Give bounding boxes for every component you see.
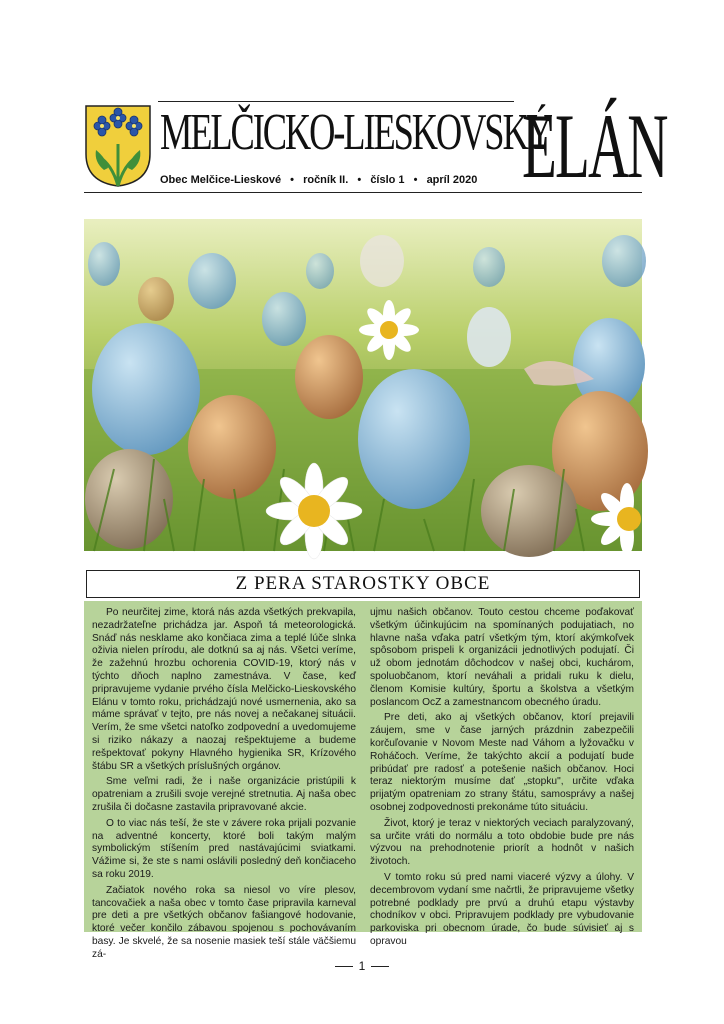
dash-left	[335, 966, 353, 967]
issue-line	[160, 173, 477, 187]
separator: •	[413, 174, 418, 186]
coat-of-arms-flowers-icon	[84, 104, 152, 188]
article-paragraph: Život, ktorý je teraz v niektorých veciach paralyzovaný, sa určite vráti do normálu a toto obdobie bude pre nás výzvou na prehodnotenie priorít a hodnôt v našich životoch.	[370, 817, 634, 868]
dash-right	[371, 966, 389, 967]
article-paragraph: O to viac nás teší, že ste v závere roka prijali pozvanie na adventné koncerty, ktoré boli takým malým symbolickým stíšením pred nastávajúcimi sviatkami. Vážime si, že ste s nami oslávili posledný deň končiaceho sa roku 2019.	[92, 817, 356, 880]
separator: •	[357, 174, 362, 186]
separator: •	[290, 174, 294, 186]
article-paragraph: Pre deti, ako aj všetkých občanov, ktorí prejavili záujem, sme v čase jarných prázdnin zabezpečili korčuľovanie v Novom Meste nad Váhom a lyžovačku v Roháčoch. Veríme, že takýchto akcií a podujatí bude pribúdať pre radosť a potešenie našich občanov. Hoci teraz niektorým musíme dať „stopku", určite vďaka prijatým opatreniam zo strany štátu, samosprávy a našej osobnej zodpovednosti prekonáme túto situáciu.	[370, 712, 634, 813]
article-body	[84, 601, 642, 960]
municipality-name: Obec Melčice-Lieskové	[160, 174, 282, 186]
article-paragraph: ujmu našich občanov. Touto cestou chceme poďakovať všetkým účinkujúcim na spomínaných podujatiach, no hlavne naša vďaka patrí všetkým tým, ktorí akýmkoľvek spôsobom prispeli k organizácii jednotlivých podujatí. Či už obom jednotám dôchodcov v našej obci, kuchárom, spoluobčanom, ktorí neváhali a pridali ruku k dielu, členom Komisie kultúry, športu a školstva a všetkým poslancom OcZ a zamestnancom obecného úradu.	[370, 607, 634, 708]
issue-date: apríl 2020	[426, 174, 478, 186]
article-paragraph: Sme veľmi radi, že i naše organizácie pristúpili k opatreniam a zrušili svoje verejné stretnutia. Aj naša obec zrušila či dočasne zastavila pripravované akcie.	[92, 776, 356, 813]
article-paragraph: V tomto roku sú pred nami viaceré výzvy a úlohy. V decembrovom vydaní sme načrtli, že pripravujeme všetky potrebné podklady pre prvú a druhú etapu výstavby chodníkov v obci. Pripravujem podklady pre vybudovanie parkoviska pri obecnom úrade, čo bude súvisieť aj s opravou	[370, 871, 634, 947]
article-paragraph: Začiatok nového roka sa niesol vo víre plesov, tancovačiek a naša obec v tomto čase pripravila karneval pre deti a pre všetkých občanov fašiangové hodovanie, ktoré večer končilo zábavou spojenou s pochovávaním basy. Je skvelé, že sa nosenie masiek teší stále väčšiemu zá-	[92, 884, 356, 960]
article-column-right	[370, 607, 634, 947]
masthead-title: MELČICKO-LIESKOVSKÝ	[160, 104, 551, 161]
section-title: Z PERA STAROSTKY OBCE	[235, 573, 491, 594]
article-column-left	[92, 607, 356, 960]
section-title-box	[86, 570, 640, 598]
issue-number: číslo 1	[370, 174, 405, 186]
easter-eggs-photo	[84, 219, 642, 551]
article-paragraph: Po neurčitej zime, ktorá nás azda všetkých prekvapila, nezadržateľne prichádza jar. Aspoň tá meteorologická. Snáď nás nesklame ako končiaca zima a teplé lúče slnka oživia nielen prírodu, ale dotknú sa aj nás. Všetci veríme, že zažehnú hrozbu ochorenia COVID-19, ktorý nás v týchto dňoch naplno zamestnáva. V čase, keď pripravujeme vydanie prvého čísla Melčicko-Lieskovského Elánu v tomto roku, prichádzajú nové usmernenia, ako sa máme správať v tejto, pre nás novej a nečakanej situácii. Verím, že sme všetci natoľko zodpovední a uvedomujeme si riziko nákazy a naozaj rešpektujeme a budeme rešpektovať pokyny Hlavného hygienika SR, Krízového štábu SR a všetkých príslušných orgánov.	[92, 607, 356, 772]
volume: ročník II.	[303, 174, 349, 186]
masthead-rule-bottom	[84, 192, 642, 193]
page-number: 1	[358, 959, 366, 973]
masthead-rule-top	[158, 101, 514, 102]
masthead-elan: ELÁN	[522, 95, 667, 197]
page-footer	[320, 958, 404, 974]
